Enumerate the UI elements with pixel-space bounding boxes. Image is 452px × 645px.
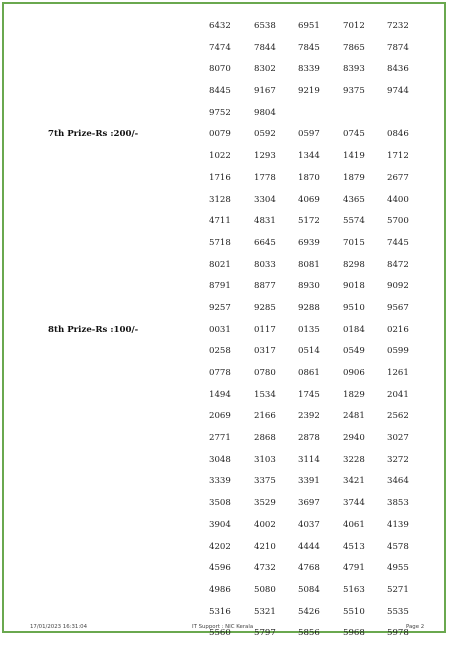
ticket-number: 3529 xyxy=(254,498,276,509)
table-row xyxy=(4,320,444,342)
ticket-number: 1879 xyxy=(343,172,365,183)
ticket-number: 1534 xyxy=(254,389,276,400)
ticket-number: 2940 xyxy=(343,433,365,444)
ticket-number: 6939 xyxy=(298,237,320,248)
ticket-number: 8393 xyxy=(343,64,365,75)
ticket-number: 2166 xyxy=(254,411,276,422)
ticket-number: 2392 xyxy=(298,411,320,422)
ticket-number: 4596 xyxy=(209,563,231,574)
ticket-number: 7015 xyxy=(343,237,365,248)
prize-number-table xyxy=(4,16,444,645)
ticket-number: 3421 xyxy=(343,476,365,487)
ticket-number: 3339 xyxy=(209,476,231,487)
ticket-number: 7445 xyxy=(387,237,409,248)
ticket-number: 5271 xyxy=(387,584,409,595)
table-row xyxy=(4,276,444,298)
ticket-number: 3228 xyxy=(343,454,365,465)
ticket-number: 8070 xyxy=(209,64,231,75)
ticket-number: 2562 xyxy=(387,411,409,422)
ticket-number: 0861 xyxy=(298,368,320,378)
ticket-number: 6951 xyxy=(298,21,320,31)
ticket-number: 3048 xyxy=(209,454,231,465)
ticket-number: 4365 xyxy=(343,194,365,205)
ticket-number: 4578 xyxy=(387,541,409,552)
footer-page-number: Page 2 xyxy=(406,624,425,630)
table-row xyxy=(4,59,444,81)
ticket-number: 5084 xyxy=(298,584,320,595)
ticket-number: 2481 xyxy=(343,411,365,422)
ticket-number: 9375 xyxy=(343,86,365,97)
ticket-number: 4061 xyxy=(343,519,365,530)
ticket-number: 9752 xyxy=(209,107,231,118)
ticket-number: 8339 xyxy=(298,64,320,75)
ticket-number: 1419 xyxy=(343,151,365,162)
ticket-number: 7865 xyxy=(343,42,365,53)
table-row xyxy=(4,16,444,38)
ticket-number: 5316 xyxy=(209,606,231,617)
table-row xyxy=(4,558,444,580)
ticket-number: 4037 xyxy=(298,519,320,530)
ticket-number: 1716 xyxy=(209,172,231,183)
table-row xyxy=(4,471,444,493)
ticket-number: 8081 xyxy=(298,259,320,270)
ticket-number: 8472 xyxy=(387,259,409,270)
ticket-number: 8791 xyxy=(209,281,231,292)
ticket-number: 2069 xyxy=(209,411,231,422)
ticket-number: 5978 xyxy=(387,628,409,639)
ticket-number: 0135 xyxy=(298,324,320,335)
ticket-number: 0317 xyxy=(254,346,276,357)
ticket-number: 0258 xyxy=(209,346,231,357)
ticket-number: 7474 xyxy=(209,42,231,53)
table-row xyxy=(4,211,444,233)
ticket-number: 5080 xyxy=(254,584,276,595)
ticket-number: 9257 xyxy=(209,302,231,313)
ticket-number: 3744 xyxy=(343,498,365,509)
ticket-number: 3508 xyxy=(209,498,231,509)
table-row xyxy=(4,146,444,168)
ticket-number: 3853 xyxy=(387,498,409,509)
ticket-number: 9285 xyxy=(254,302,276,313)
ticket-number: 7845 xyxy=(298,42,320,53)
table-row xyxy=(4,103,444,125)
table-row xyxy=(4,602,444,624)
prize-category-label: 7th Prize-Rs :200/- xyxy=(48,129,139,140)
ticket-number: 4444 xyxy=(298,541,320,552)
ticket-number: 5700 xyxy=(387,216,409,227)
ticket-number: 9567 xyxy=(387,302,409,313)
ticket-number: 1261 xyxy=(387,368,409,378)
ticket-number: 0906 xyxy=(343,368,365,378)
ticket-number: 8033 xyxy=(254,259,276,270)
ticket-number: 2868 xyxy=(254,433,276,444)
ticket-number: 5510 xyxy=(343,606,365,617)
ticket-number: 5574 xyxy=(343,216,365,227)
ticket-number: 3391 xyxy=(298,476,320,487)
table-row xyxy=(4,428,444,450)
ticket-number: 0514 xyxy=(298,346,320,357)
page-border xyxy=(2,2,446,639)
ticket-number: 5560 xyxy=(209,628,231,639)
ticket-number: 5797 xyxy=(254,628,276,639)
footer-support-text: IT Support : NIC Kerala xyxy=(192,624,254,630)
ticket-number: 5856 xyxy=(298,628,320,639)
ticket-number: 1293 xyxy=(254,151,276,162)
ticket-number: 0599 xyxy=(387,346,409,357)
ticket-number: 7874 xyxy=(387,42,409,53)
ticket-number: 3128 xyxy=(209,194,231,205)
ticket-number: 9092 xyxy=(387,281,409,292)
ticket-number: 3904 xyxy=(209,519,231,530)
ticket-number: 0745 xyxy=(343,129,365,140)
ticket-number: 7844 xyxy=(254,42,276,53)
ticket-number: 3304 xyxy=(254,194,276,205)
table-row xyxy=(4,233,444,255)
prize-category-label: 8th Prize-Rs :100/- xyxy=(48,324,139,335)
table-row xyxy=(4,363,444,385)
ticket-number: 1712 xyxy=(387,151,409,162)
ticket-number: 4513 xyxy=(343,541,365,552)
ticket-number: 5172 xyxy=(298,216,320,227)
ticket-number: 0778 xyxy=(209,368,231,378)
ticket-number: 1022 xyxy=(209,151,231,162)
ticket-number: 1829 xyxy=(343,389,365,400)
ticket-number: 8930 xyxy=(298,281,320,292)
table-row xyxy=(4,255,444,277)
ticket-number: 6645 xyxy=(254,237,276,248)
table-row xyxy=(4,298,444,320)
table-row xyxy=(4,190,444,212)
ticket-number: 3103 xyxy=(254,454,276,465)
ticket-number: 5968 xyxy=(343,628,365,639)
ticket-number: 4002 xyxy=(254,519,276,530)
ticket-number: 5321 xyxy=(254,606,276,617)
ticket-number: 0780 xyxy=(254,368,276,378)
ticket-number: 2771 xyxy=(209,433,231,444)
ticket-number: 4986 xyxy=(209,584,231,595)
ticket-number: 5718 xyxy=(209,237,231,248)
ticket-number: 9510 xyxy=(343,302,365,313)
table-row xyxy=(4,341,444,363)
ticket-number: 3375 xyxy=(254,476,276,487)
table-row xyxy=(4,537,444,559)
ticket-number: 4711 xyxy=(209,216,231,227)
ticket-number: 9167 xyxy=(254,86,276,97)
table-row xyxy=(4,385,444,407)
ticket-number: 9018 xyxy=(343,281,365,292)
table-row xyxy=(4,450,444,472)
table-row xyxy=(4,515,444,537)
ticket-number: 4732 xyxy=(254,563,276,574)
ticket-number: 7232 xyxy=(387,21,409,31)
ticket-number: 5535 xyxy=(387,606,409,617)
table-row xyxy=(4,406,444,428)
ticket-number: 1344 xyxy=(298,151,320,162)
ticket-number: 1778 xyxy=(254,172,276,183)
ticket-number: 3114 xyxy=(298,454,320,465)
ticket-number: 1745 xyxy=(298,389,320,400)
ticket-number: 9744 xyxy=(387,86,409,97)
ticket-number: 4210 xyxy=(254,541,276,552)
ticket-number: 2041 xyxy=(387,389,409,400)
ticket-number: 4768 xyxy=(298,563,320,574)
ticket-number: 0549 xyxy=(343,346,365,357)
page-footer xyxy=(0,622,452,632)
ticket-number: 1494 xyxy=(209,389,231,400)
ticket-number: 0079 xyxy=(209,129,231,140)
table-row xyxy=(4,168,444,190)
ticket-number: 3464 xyxy=(387,476,409,487)
ticket-number: 8302 xyxy=(254,64,276,75)
ticket-number: 6538 xyxy=(254,21,276,31)
ticket-number: 4791 xyxy=(343,563,365,574)
ticket-number: 8021 xyxy=(209,259,231,270)
table-row xyxy=(4,580,444,602)
ticket-number: 0597 xyxy=(298,129,320,140)
ticket-number: 0117 xyxy=(254,324,276,335)
ticket-number: 2878 xyxy=(298,433,320,444)
ticket-number: 8445 xyxy=(209,86,231,97)
ticket-number: 0216 xyxy=(387,324,409,335)
ticket-number: 5163 xyxy=(343,584,365,595)
ticket-number: 4069 xyxy=(298,194,320,205)
ticket-number: 5426 xyxy=(298,606,320,617)
ticket-number: 8298 xyxy=(343,259,365,270)
ticket-number: 0031 xyxy=(209,324,231,335)
ticket-number: 3027 xyxy=(387,433,409,444)
ticket-number: 8436 xyxy=(387,64,409,75)
table-row xyxy=(4,124,444,146)
ticket-number: 4400 xyxy=(387,194,409,205)
ticket-number: 3697 xyxy=(298,498,320,509)
ticket-number: 0184 xyxy=(343,324,365,335)
table-row xyxy=(4,81,444,103)
footer-timestamp: 17/01/2023 16:31:04 xyxy=(30,624,87,630)
ticket-number: 8877 xyxy=(254,281,276,292)
ticket-number: 4955 xyxy=(387,563,409,574)
ticket-number: 9804 xyxy=(254,107,276,118)
ticket-number: 2677 xyxy=(387,172,409,183)
ticket-number: 6432 xyxy=(209,21,231,31)
ticket-number: 4831 xyxy=(254,216,276,227)
ticket-number: 4139 xyxy=(387,519,409,530)
ticket-number: 0846 xyxy=(387,129,409,140)
ticket-number: 3272 xyxy=(387,454,409,465)
ticket-number: 9288 xyxy=(298,302,320,313)
table-row xyxy=(4,38,444,60)
ticket-number: 0592 xyxy=(254,129,276,140)
table-row xyxy=(4,493,444,515)
ticket-number: 4202 xyxy=(209,541,231,552)
ticket-number: 7012 xyxy=(343,21,365,31)
ticket-number: 9219 xyxy=(298,86,320,97)
ticket-number: 1870 xyxy=(298,172,320,183)
